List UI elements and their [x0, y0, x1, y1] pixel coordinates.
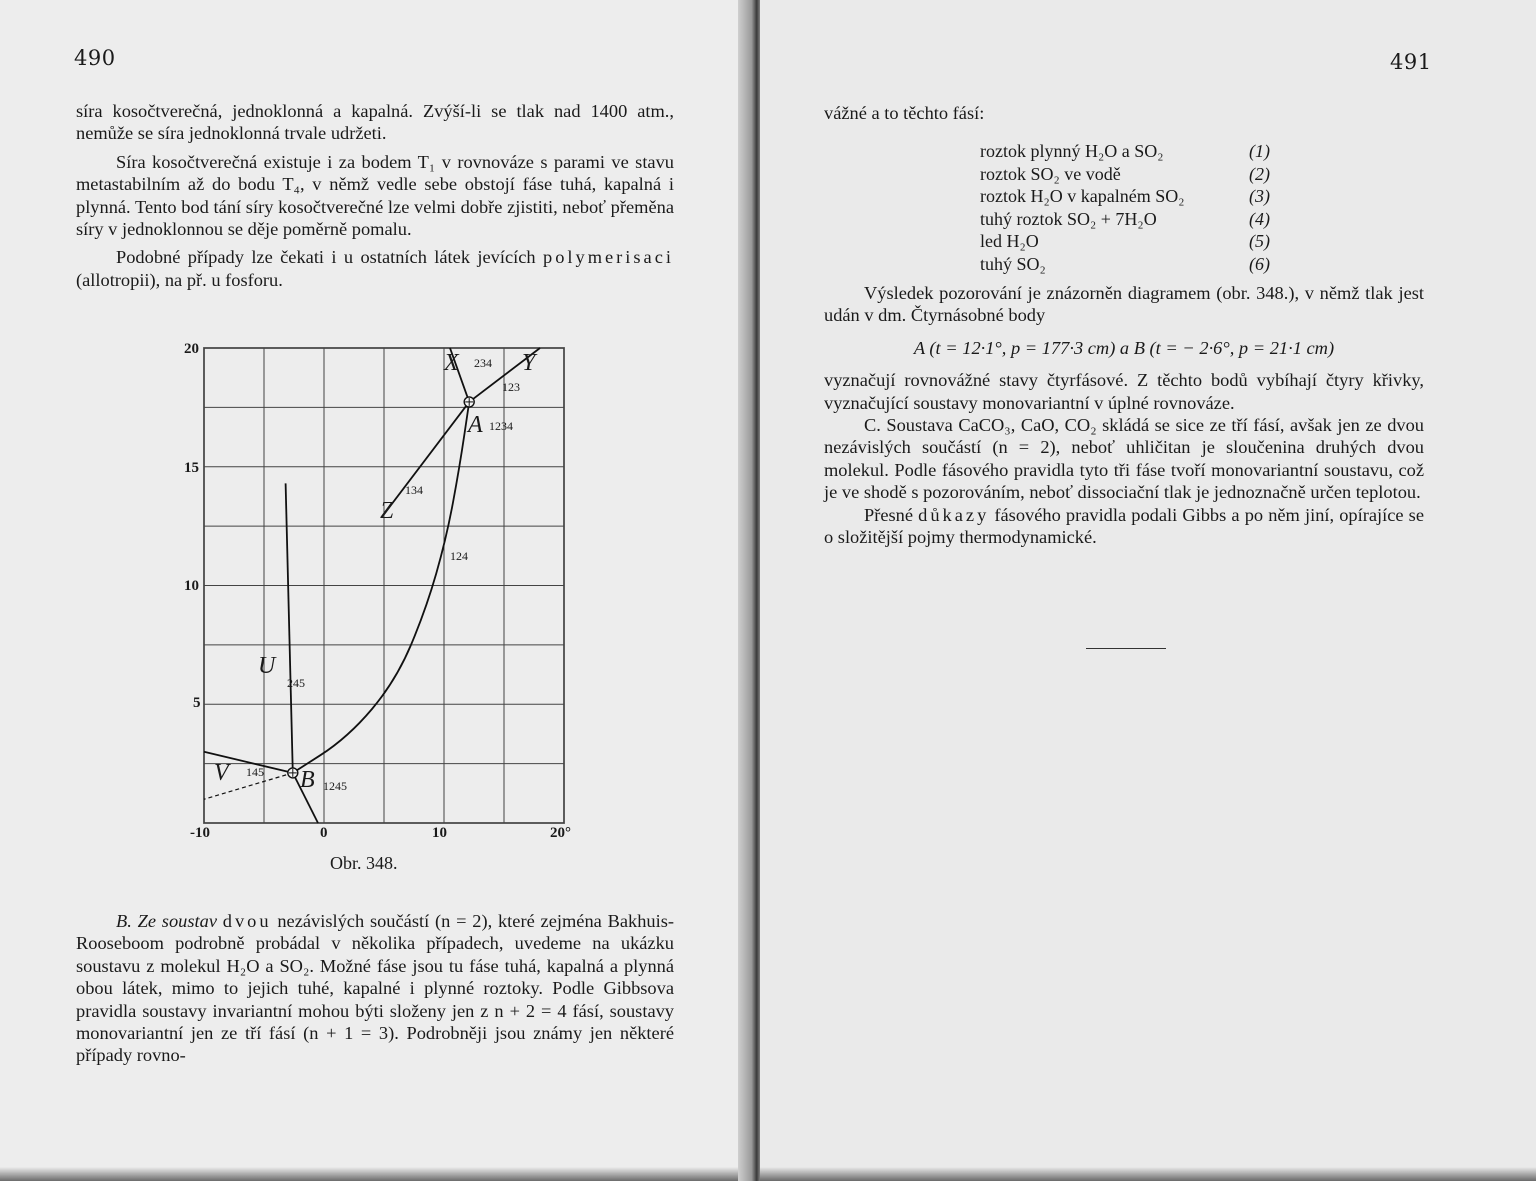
curve-134: [384, 402, 469, 514]
phase-item: roztok SO₂ ve vodě (2): [980, 163, 1270, 184]
page-edge-shadow: [760, 1167, 1536, 1181]
curve-label-1245: 1245: [323, 779, 347, 793]
left-text-top: [76, 100, 674, 291]
y-tick-label: 5: [193, 695, 201, 711]
phase-item: roztok plynný H₂O a SO₂ (1): [980, 141, 1270, 161]
right-page: [760, 0, 1536, 1181]
curve-label-245: 245: [287, 676, 305, 690]
page-number-left: 490: [74, 46, 116, 70]
right-paragraph-1: Výsledek pozorování je znázorněn diagramem (obr. 348.), v němž tlak jest udán v dm. Čtyrnásobné body: [824, 283, 1424, 326]
left-paragraph-3: Podobné případy lze čekati i u ostatních látek jevících polymerisaci (allotropii), na př. u fosforu.: [76, 247, 674, 290]
curve-245: [286, 483, 293, 773]
phase-item: tuhý SO₂ (6): [980, 253, 1270, 274]
phase-list: [980, 140, 1270, 276]
curve-label-234: 234: [474, 356, 492, 370]
curve-label-1234: 1234: [489, 419, 513, 433]
curve-124: [293, 402, 469, 773]
x-tick-label: 20°: [550, 825, 571, 841]
y-tick-label: 10: [184, 578, 199, 594]
right-paragraph-2: vyznačují rovnovážné stavy čtyrfásové. Z těchto bodů vybíhají čtyry křivky, vyznačující soustavy monovariantní v úplné rovnováze.: [824, 370, 1424, 413]
point-label-x: X: [444, 350, 459, 376]
left-paragraph-1: síra kosočtverečná, jednoklonná a kapalná. Zvýší-li se tlak nad 1400 atm., nemůže se síra jednoklonná trvale udržeti.: [76, 101, 674, 144]
closing-rule: [1086, 648, 1166, 649]
right-paragraph-4: Přesné důkazy fásového pravidla podali Gibbs a po něm jiní, opírajíce se o složitější pojmy thermodynamické.: [824, 504, 1424, 548]
figure-caption: Obr. 348.: [330, 853, 398, 873]
phase-item: tuhý roztok SO₂ + 7H₂O (4): [980, 208, 1270, 229]
curve-label-134: 134: [405, 483, 423, 497]
point-label-y: Y: [522, 350, 536, 376]
page-number-right: 491: [1390, 50, 1432, 74]
left-paragraph-4: B. Ze soustav dvou nezávislých součástí (n = 2), které zejména Bakhuis-Rooseboom podrobně probádal v několika případech, uvedeme na ukázku soustavu z molekul H₂O a SO₂. Možné fáse jsou tu fáse tuhá, kapalná a plynná obou látek, mimo to jejich tuhé, kapalné i plynné roztoky. Podle Gibbsova pravidla soustavy invariantní mohou býti složeny jen z n + 2 = 4 fásí, soustavy monovariantní jen ze tří fásí (n + 1 = 3). Podrobněji jsou známy jen některé případy rovno-: [76, 911, 674, 1066]
right-paragraph-3: C. Soustava CaCO₃, CaO, CO₂ skládá se sice ze tří fásí, avšak jen ze dvou nezávislých součástí (n = 2), neboť uhličitan je sloučenina druhých dvou molekul. Podle fásového pravidla tyto tři fáse tvoří monovariantní soustavu, což je ve shodě s pozorováním, neboť dissociační tlak je jednoznačně určen teplotou.: [824, 415, 1424, 503]
y-tick-label: 20: [184, 341, 199, 357]
point-label-v: V: [214, 760, 229, 786]
point-label-a: A: [468, 412, 483, 438]
point-label-z: Z: [380, 498, 394, 524]
left-page: [0, 0, 756, 1181]
curve-label-123: 123: [502, 380, 520, 394]
page-edge-shadow: [0, 1167, 756, 1181]
x-tick-label: -10: [190, 825, 210, 841]
curve-label-124: 124: [450, 549, 468, 563]
right-text: [824, 282, 1424, 548]
x-tick-label: 10: [432, 825, 447, 841]
phase-diagram: [180, 340, 580, 845]
quadruple-points-formula: A (t = 12·1°, p = 177·3 cm) a B (t = − 2·6°, p = 21·1 cm): [913, 337, 1335, 358]
curve-label-145: 145: [246, 765, 264, 779]
phase-item: led H₂O (5): [980, 231, 1270, 252]
diagram-ticks: [184, 341, 571, 841]
y-tick-label: 15: [184, 460, 199, 476]
right-intro: vážné a to těchto fásí:: [824, 103, 985, 123]
x-tick-label: 0: [320, 825, 328, 841]
left-paragraph-2: Síra kosočtverečná existuje i za bodem T₁ v rovnováze s parami ve stavu metastabilním až do bodu T₄, v němž vedle sebe obstojí fáse tuhá, kapalná i plynná. Tento bod tání síry kosočtverečné lze velmi dobře zjistiti, neboť přeměna síry v jednoklonnou se děje poměrně pomalu.: [76, 151, 674, 240]
point-label-b: B: [300, 767, 315, 793]
point-label-u: U: [258, 653, 276, 679]
phase-item: roztok H₂O v kapalném SO₂ (3): [980, 186, 1270, 207]
left-text-bottom: [76, 910, 674, 1067]
diagram-point-labels: [214, 350, 538, 793]
